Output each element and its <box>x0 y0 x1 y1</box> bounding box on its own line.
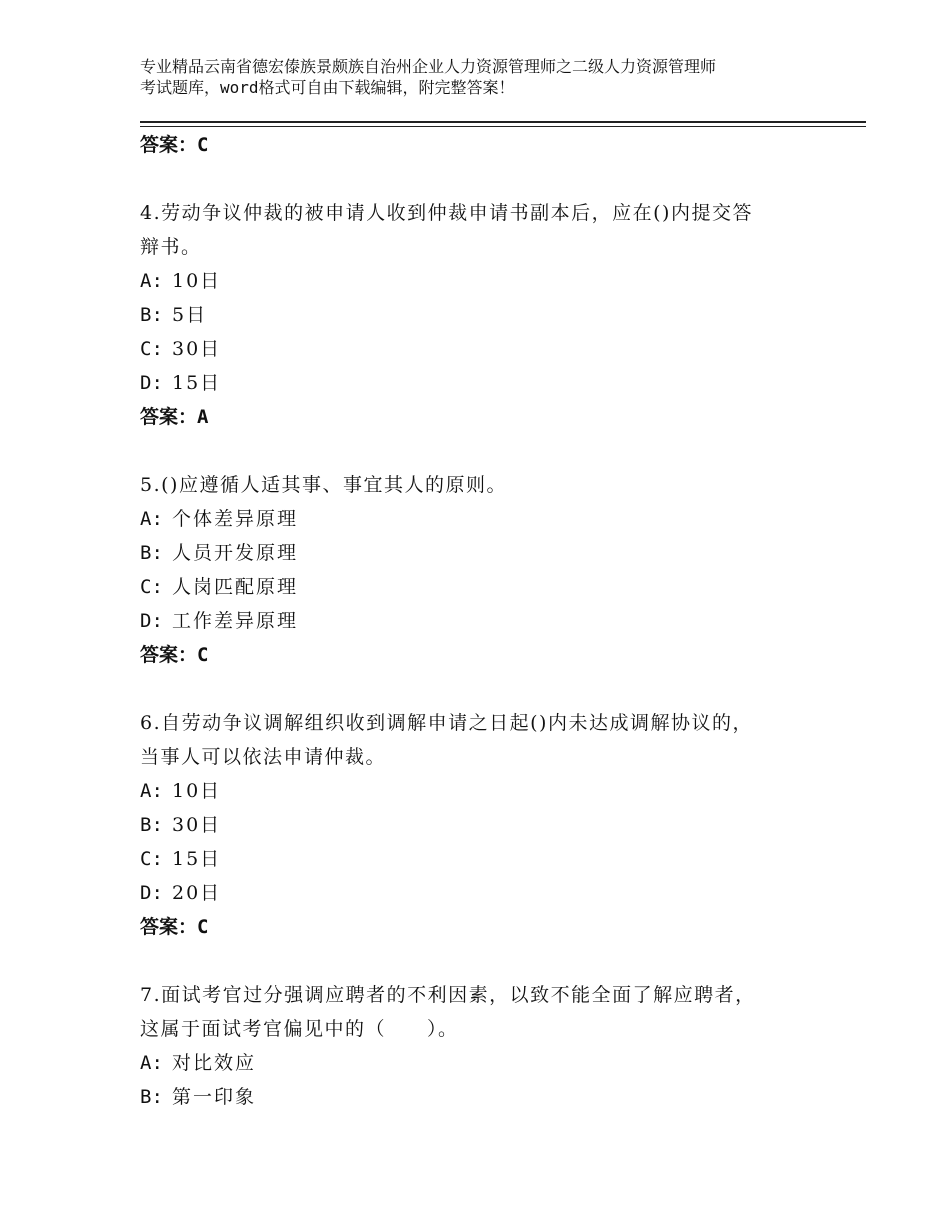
option-letter: A: <box>140 270 163 292</box>
option-text: 人岗匹配原理 <box>172 576 299 598</box>
question-7-option-a <box>140 1046 820 1080</box>
option-letter: A: <box>140 1052 163 1074</box>
document-header <box>140 56 840 98</box>
option-letter: D: <box>140 610 163 632</box>
question-4-answer: 答案：A <box>140 406 209 428</box>
question-5 <box>140 468 820 672</box>
question-5-answer: 答案：C <box>140 644 209 666</box>
option-text: 30日 <box>172 338 222 360</box>
option-text: 15日 <box>172 848 222 870</box>
question-6 <box>140 706 820 944</box>
option-letter: C: <box>140 338 163 360</box>
option-text: 工作差异原理 <box>172 610 299 632</box>
question-list <box>140 128 820 1114</box>
question-7-option-b <box>140 1080 820 1114</box>
option-text: 对比效应 <box>172 1052 257 1074</box>
header-title-line-2: 考试题库，word格式可自由下载编辑，附完整答案！ <box>140 78 515 97</box>
question-4-option-d <box>140 366 820 400</box>
question-6-text-line-1: 6.自劳动争议调解组织收到调解申请之日起()内未达成调解协议的， <box>140 712 753 734</box>
option-text: 5日 <box>172 304 208 326</box>
option-text: 20日 <box>172 882 222 904</box>
question-4-option-a <box>140 264 820 298</box>
question-5-option-b <box>140 536 820 570</box>
question-5-text-line-1: 5.()应遵循人适其事、事宜其人的原则。 <box>140 474 507 496</box>
spacer <box>140 944 820 978</box>
spacer <box>140 162 820 196</box>
option-letter: B: <box>140 814 163 836</box>
question-4-text-line-1: 4.劳动争议仲裁的被申请人收到仲裁申请书副本后，应在()内提交答 <box>140 202 753 224</box>
option-text: 10日 <box>172 270 222 292</box>
header-title-line-1: 专业精品云南省德宏傣族景颇族自治州企业人力资源管理师之二级人力资源管理师 <box>140 57 717 76</box>
question-5-option-a <box>140 502 820 536</box>
option-letter: D: <box>140 372 163 394</box>
question-6-option-c <box>140 842 820 876</box>
question-6-option-a <box>140 774 820 808</box>
option-text: 30日 <box>172 814 222 836</box>
option-text: 个体差异原理 <box>172 508 299 530</box>
question-4-option-c <box>140 332 820 366</box>
question-4-text-line-2: 辩书。 <box>140 236 202 258</box>
option-letter: C: <box>140 848 163 870</box>
option-letter: A: <box>140 508 163 530</box>
previous-answer: 答案：C <box>140 134 209 156</box>
header-rule-thick <box>140 121 866 123</box>
question-4 <box>140 196 820 434</box>
question-7-text-line-1: 7.面试考官过分强调应聘者的不利因素，以致不能全面了解应聘者， <box>140 984 756 1006</box>
option-letter: B: <box>140 304 163 326</box>
option-letter: B: <box>140 542 163 564</box>
spacer <box>140 672 820 706</box>
question-5-option-c <box>140 570 820 604</box>
question-6-text-line-2: 当事人可以依法申请仲裁。 <box>140 746 387 768</box>
question-7 <box>140 978 820 1114</box>
option-text: 10日 <box>172 780 222 802</box>
option-letter: A: <box>140 780 163 802</box>
option-letter: B: <box>140 1086 163 1108</box>
question-6-option-d <box>140 876 820 910</box>
question-6-answer: 答案：C <box>140 916 209 938</box>
question-6-option-b <box>140 808 820 842</box>
option-letter: C: <box>140 576 163 598</box>
question-5-option-d <box>140 604 820 638</box>
option-letter: D: <box>140 882 163 904</box>
option-text: 第一印象 <box>172 1086 257 1108</box>
question-7-text-line-2: 这属于面试考官偏见中的（ ）。 <box>140 1018 459 1040</box>
spacer <box>140 434 820 468</box>
option-text: 15日 <box>172 372 222 394</box>
header-rule-thin <box>140 126 866 127</box>
option-text: 人员开发原理 <box>172 542 299 564</box>
question-4-option-b <box>140 298 820 332</box>
